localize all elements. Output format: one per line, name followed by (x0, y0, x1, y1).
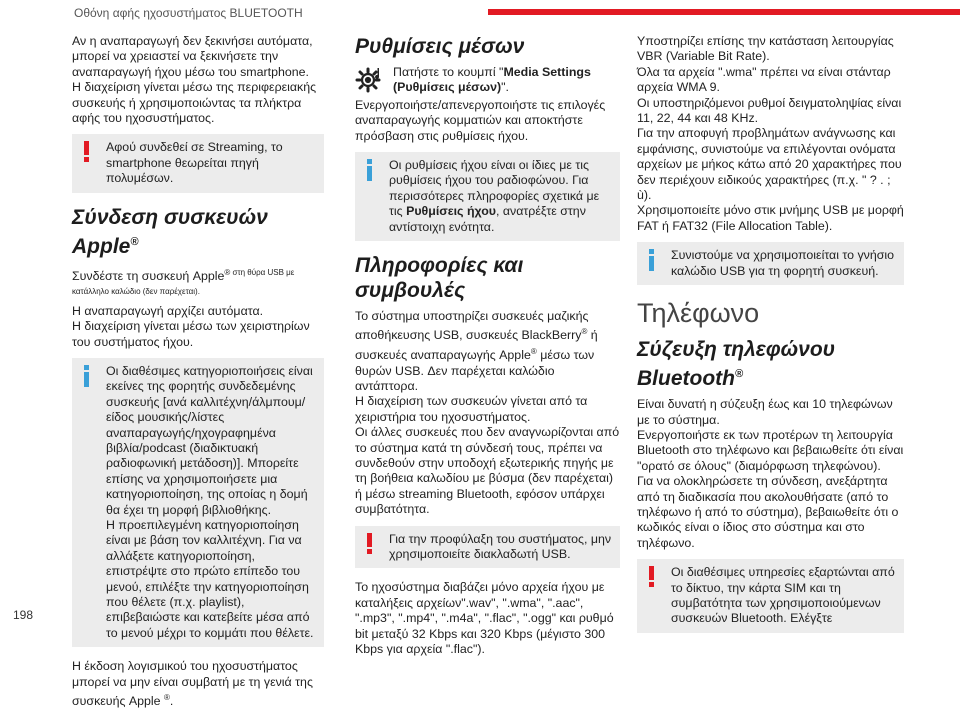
info-icon (367, 159, 373, 181)
apple-paragraph: Συνδέστε τη συσκευή Apple$^{® \sigma\tau\eta \theta ύ\rho\alpha USB \mu\varepsilon \kappa\alpha\tau ά\lambda\lambda\eta\lambda o \kappa\alpha\lambda ώ\delta\iota o (\delta\varepsilon\nu \pi\alpha\rho έ\chi\varepsilon\tau\alpha\iota).}$ Η αναπαραγωγή αρχίζει αυτόματα. Η διαχείριση γίνεται μέσω των χειριστηρίων του συστήματος ήχου. (72, 267, 310, 349)
section-heading-media-settings: Ρυθμίσεις μέσων (355, 35, 525, 58)
info-text-1: Οι διαθέσιμες κατηγοριοποιήσεις είναι εκείνες της φορητής συνδεδεμένης συσκευής [ανά καλλιτέχνη/άλμπουμ/είδος μουσικής/λίστες αναπαραγωγής/ηχογραφημένα βιβλία/podcast (διαδικτυακή ραδιοφωνική μετάδοση)]. Μπορείτε επίσης να χρησιμοποιήσετε μια κατηγοριοποίηση, της οποίας η δομή θα έχει τη μορφή βιβλιοθήκης. (106, 363, 313, 517)
info-icon (649, 249, 655, 271)
warning-box-services (637, 559, 904, 633)
warning-icon (649, 566, 655, 586)
bluetooth-paragraph: Είναι δυνατή η σύζευξη έως και 10 τηλεφώνων με το σύστημα. Ενεργοποιήστε εκ των προτέρων τη λειτουργία Bluetooth στο τηλέφωνο και βεβαιωθείτε ότι είναι "ορατό σε όλους" (διαμόρφωση τηλεφώνου). Για να ολοκληρώσετε τη σύνδεση, ανεξάρτητα από τη διαδικασία που ακολουθήσατε (από το τηλέφωνο ή από το σύστημα), βεβαιωθείτε ότι ο κωδικός είναι ο ίδιος στο σύστημα και στο τηλέφωνο. (637, 397, 904, 550)
section-heading-bluetooth-pairing: Σύζευξη τηλεφώνου Bluetooth® (637, 338, 836, 391)
warning-text: Για την προφύλαξη του συστήματος, μην χρησιμοποιείτε διακλαδωτή USB. (389, 531, 612, 561)
media-settings-paragraph: Ενεργοποιήστε/απενεργοποιήστε τις επιλογές αναπαραγωγής κομματιών και αποκτήστε πρόσβαση στις ρυθμίσεις ήχου. (355, 97, 606, 143)
chapter-title-phone: Τηλέφωνο (637, 298, 760, 329)
media-settings-row (355, 65, 620, 96)
info-box-usb-cable (637, 242, 904, 285)
page-header-title: Οθόνη αφής ηχοσυστήματος BLUETOOTH (74, 6, 303, 20)
section-heading-apple: Σύνδεση συσκευών Apple® (72, 205, 268, 258)
warning-box-streaming (72, 134, 324, 192)
media-settings-instruction: Πατήστε το κουμπί "Media Settings (Ρυθμίσεις μέσων)". (393, 65, 591, 95)
page-number: 198 (13, 608, 34, 622)
warning-text: Οι διαθέσιμες υπηρεσίες εξαρτώνται από το δίκτυο, την κάρτα SIM και τη συμβατότητα των χρησιμοποιούμενων συσκευών Bluetooth. Ελέγξτε (671, 565, 895, 626)
column-1 (72, 34, 324, 718)
warning-icon (84, 141, 90, 161)
media-settings-icon (355, 65, 385, 95)
file-formats-paragraph: Το ηχοσύστημα διαβάζει μόνο αρχεία ήχου με καταλήξεις αρχείων".wav", ".wma", ".aac", ".mp3", ".mp4", ".m4a", ".flac", ".ogg" και ρυθμό bit μεταξύ 32 Kbps και 320 Kbps (μέγιστο 300 Kbps για αρχεία ".flac"). (355, 580, 614, 657)
intro-line-1: Αν η αναπαραγωγή δεν ξεκινήσει αυτόματα, μπορεί να χρειαστεί να ξεκινήσετε την αναπαραγωγή ήχου μέσω του smartphone. (72, 34, 313, 79)
vbr-paragraph: Υποστηρίζει επίσης την κατάσταση λειτουργίας VBR (Variable Bit Rate). Όλα τα αρχεία ".wma" πρέπει να είναι στάνταρ αρχεία WMA 9. Οι υποστηριζόμενοι ρυθμοί δειγματοληψίας είναι 11, 22, 44 και 48 KHz. Για την αποφυγή προβλημάτων ανάγνωσης και εμφάνισης, συνιστούμε να επιλέγονται ονόματα αρχείων με μήκος κάτω από 20 χαρακτήρες που δεν περιέχουν ειδικούς χαρακτήρες (π.χ. " ? . ; ù). Χρησιμοποιείτε μόνο στικ μνήμης USB με μορφή FAT ή FAT32 (File Allocation Table). (637, 34, 904, 233)
info-text-2: Η προεπιλεγμένη κατηγοριοποίηση είναι με βάση τον καλλιτέχνη. Για να αλλάξετε κατηγοριοποίηση, επιστρέψτε στο πρώτο επίπεδο του μενού, επιλέξτε την κατηγοριοποίηση που θέλετε (π.χ. playlist), επιβεβαιώστε και κατεβείτε μέσα από το μενού μέχρι το κομμάτι που θέλετε. (106, 518, 314, 640)
column-3 (637, 34, 904, 645)
info-icon (84, 365, 90, 387)
section-heading-info-tips: Πληροφορίες και συμβουλές (355, 254, 524, 303)
intro-line-2: Η διαχείριση γίνεται μέσω της περιφερειακής συσκευής ή χρησιμοποιώντας τα πλήκτρα αφής του ηχοσυστήματος. (72, 80, 317, 126)
intro-paragraph (72, 34, 324, 126)
warning-box-usb-hub (355, 526, 620, 569)
apple-compat-note: Η έκδοση λογισμικού του ηχοσυστήματος μπορεί να μην είναι συμβατή με τη γενιά της συσκευής Apple ®. (72, 659, 313, 709)
column-2 (355, 34, 620, 665)
info-tips-paragraph: Το σύστημα υποστηρίζει συσκευές μαζικής αποθήκευσης USB, συσκευές BlackBerry® ή συσκευές αναπαραγωγής Apple® μέσω των θυρών USB. Δεν παρέχεται καλώδιο αντάπτορα. Η διαχείριση των συσκευών γίνεται από τα χειριστήρια του ηχοσυστήματος. Οι άλλες συσκευές που δεν αναγνωρίζονται από το σύστημα κατά τη σύνδεσή τους, πρέπει να συνδεθούν στην υποδοχή εξωτερικής πηγής με τη βοήθεια καλωδίου με βύσμα (δεν παρέχεται) ή μέσω streaming Bluetooth, εφόσον υπάρχει συμβατότητα. (355, 309, 620, 517)
info-box-audio-settings: Οι ρυθμίσεις ήχου είναι οι ίδιες με τις ρυθμίσεις ήχου του ραδιοφώνου. Για περισσότερες πληροφορίες σχετικά με τις Ρυθμίσεις ήχου, ανατρέξτε στην αντίστοιχη ενότητα. (355, 152, 620, 241)
header-accent-bar (488, 9, 960, 15)
warning-icon (367, 533, 373, 553)
info-box-categories (72, 358, 324, 647)
warning-text: Αφού συνδεθεί σε Streaming, το smartphone θεωρείται πηγή πολυμέσων. (106, 140, 283, 186)
info-text: Συνιστούμε να χρησιμοποιείται το γνήσιο καλώδιο USB για τη φορητή συσκευή. (671, 248, 895, 278)
